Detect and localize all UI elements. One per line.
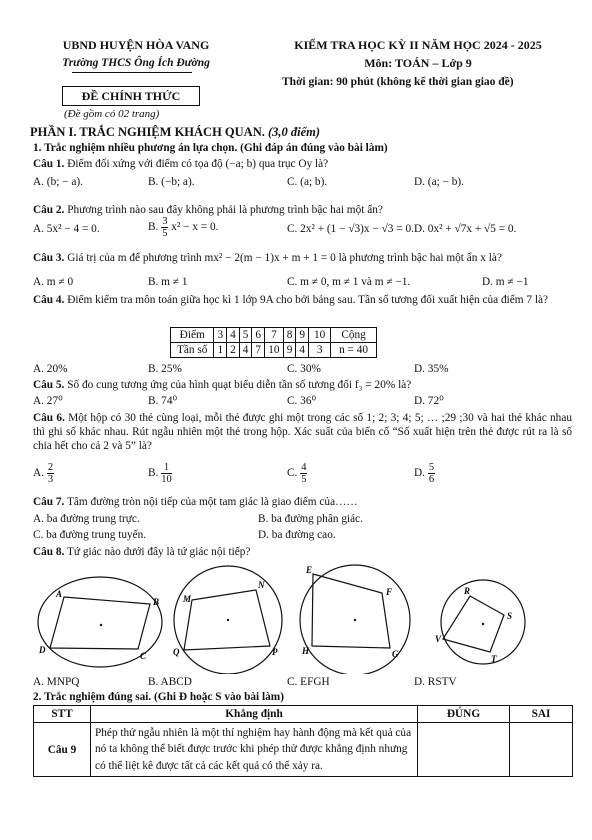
true-answer-cell[interactable] xyxy=(418,723,510,777)
figure-label: T xyxy=(491,654,497,664)
q8-option-a: A. MNPQ xyxy=(33,676,80,688)
true-false-table xyxy=(33,705,573,777)
school-name: Trường THCS Ông Ích Đường xyxy=(62,57,210,69)
section1-title: 1. Trắc nghiệm nhiều phương án lựa chọn. (Ghi đáp án đúng vào bài làm) xyxy=(33,142,388,154)
q1-option-c: C. (a; b). xyxy=(287,176,328,188)
q7-option-c: C. ba đường trung tuyến. xyxy=(33,529,147,541)
section2-title: 2. Trắc nghiệm đúng sai. (Ghi Đ hoặc S vào bài làm) xyxy=(33,691,284,703)
q4-option-c: C. 30% xyxy=(287,363,321,375)
figure-label: S xyxy=(507,611,513,621)
figure-label: M xyxy=(183,594,192,604)
district-name: UBND HUYỆN HÒA VANG xyxy=(62,38,210,52)
figure-label: Q xyxy=(173,647,180,657)
figure-efgh-quadrilateral xyxy=(312,574,393,648)
table-row: Câu 9 Phép thử ngẫu nhiên là một thí nghiệm hay hành động mà kết quả của nó ta không thể biết được trước khi phép thử được khẳng định nhưng có thể liệt kê được tất cả các kết quả có thể xảy ra. xyxy=(34,723,573,777)
q5-option-a: A. 27⁰ xyxy=(33,395,63,407)
question-6: Câu 6. Một hộp có 30 thẻ cùng loại, mỗi thẻ được ghi một trong các số 1; 2; 3; 4; 5; … ;29 ;30 và hai thẻ khác nhau thì ghi số khác nhau. Rút ngẫu nhiên một thẻ trong hộp. Xác suất của biến cố “Số xuất hiện trên thẻ được rút ra là số chia hết cho cả 2 và 5” là? xyxy=(33,412,572,453)
q3-option-a: A. m ≠ 0 xyxy=(33,276,74,288)
q3-option-c: C. m ≠ 0, m ≠ 1 và m ≠ −1. xyxy=(287,276,411,288)
q5-option-d: D. 72⁰ xyxy=(414,395,444,407)
q4-option-b: B. 25% xyxy=(148,363,182,375)
figure-label: D xyxy=(39,645,46,655)
figure-label: C xyxy=(140,651,147,661)
official-label: ĐỀ CHÍNH THỨC xyxy=(62,86,200,106)
header-rule xyxy=(72,72,192,73)
figure-label: H xyxy=(302,646,310,656)
q2-option-b: B. $\frac{3}{5}$ x² − x = 0. xyxy=(148,216,219,240)
q5-option-c: C. 36⁰ xyxy=(287,395,317,407)
q7-option-b: B. ba đường phân giác. xyxy=(258,513,363,525)
figure-rstv-quadrilateral xyxy=(443,596,504,652)
figure-label: B xyxy=(153,597,160,607)
exam-time: Thời gian: 90 phút (không kể thời gian giao đề) xyxy=(282,76,514,88)
q2-option-a: A. 5x² − 4 = 0. xyxy=(33,223,100,235)
q7-option-d: D. ba đường cao. xyxy=(258,529,336,541)
q7-option-a: A. ba đường trung trực. xyxy=(33,513,140,525)
q1-option-a: A. (b; − a). xyxy=(33,176,83,188)
q8-option-b: B. ABCD xyxy=(148,676,192,688)
figure-label: P xyxy=(272,647,278,657)
q6-option-a: A. $\frac{2}{3}$ xyxy=(33,462,54,486)
cyclic-quadrilateral-figures xyxy=(30,562,570,674)
exam-title: KIỂM TRA HỌC KỲ II NĂM HỌC 2024 - 2025 xyxy=(294,38,542,52)
figure-label: G xyxy=(392,649,399,659)
question-7: Câu 7. Tâm đường tròn nội tiếp của một tam giác là giao điểm của…… xyxy=(33,496,358,508)
figure-label: V xyxy=(435,634,442,644)
figure-label: N xyxy=(258,580,265,590)
q8-option-c: C. EFGH xyxy=(287,676,330,688)
q5-option-b: B. 74⁰ xyxy=(148,395,178,407)
subject-line: Môn: TOÁN – Lớp 9 xyxy=(364,56,472,70)
figure-abcd-quadrilateral xyxy=(50,597,150,649)
q3-option-b: B. m ≠ 1 xyxy=(148,276,188,288)
q8-option-d: D. RSTV xyxy=(414,676,457,688)
q2-option-c: C. 2x² + (1 − √3)x − √3 = 0. xyxy=(287,223,414,235)
question-8: Câu 8. Tứ giác nào dưới đây là tứ giác nội tiếp? xyxy=(33,546,251,558)
question-3: Câu 3. Giá trị của m để phương trình mx² − 2(m − 1)x + m + 1 = 0 là phương trình bậc hai một ẩn x là? xyxy=(33,252,502,264)
figure-label: R xyxy=(464,586,471,596)
figure-label: E xyxy=(306,565,313,575)
q1-option-d: D. (a; − b). xyxy=(414,176,464,188)
false-answer-cell[interactable] xyxy=(510,723,573,777)
table-row: STT Khẳng định ĐÚNG SAI xyxy=(34,706,573,723)
q2-option-d: D. 0x² + √7x + √5 = 0. xyxy=(414,223,517,235)
table-row: Điểm 3 4 5 6 7 8 9 10 Cộng xyxy=(171,328,377,343)
table-row: Tần số 1 2 4 7 10 9 4 3 n = 40 xyxy=(171,343,377,358)
question-2: Câu 2. Phương trình nào sau đây không phải là phương trình bậc hai một ẩn? xyxy=(33,204,383,216)
question-5: Câu 5. Số đo cung tương ứng của hình quạt biểu diễn tần số tương đối f₃ = 20% là? xyxy=(33,379,412,391)
frequency-table xyxy=(170,327,377,358)
question-4: Câu 4. Điểm kiểm tra môn toán giữa học kì 1 lớp 9A cho bởi bảng sau. Tần số tương đối xuất hiện của điểm 7 là? xyxy=(33,294,549,306)
pages-note: (Đề gồm có 02 trang) xyxy=(64,108,160,120)
q4-option-a: A. 20% xyxy=(33,363,68,375)
q3-option-d: D. m ≠ −1 xyxy=(482,276,529,288)
q4-option-d: D. 35% xyxy=(414,363,449,375)
q6-option-d: D. $\frac{5}{6}$ xyxy=(414,462,435,486)
figure-label: F xyxy=(386,587,393,597)
figure-label: A xyxy=(56,589,63,599)
question-1: Câu 1. Điểm đối xứng với điểm có tọa độ (−a; b) qua trục Oy là? xyxy=(33,158,329,170)
q6-option-b: B. $\frac{1}{10}$ xyxy=(148,462,172,486)
part1-title: PHẦN I. TRẮC NGHIỆM KHÁCH QUAN. (3,0 điểm) xyxy=(30,125,321,139)
q6-option-c: C. $\frac{4}{5}$ xyxy=(287,462,307,486)
q1-option-b: B. (−b; a). xyxy=(148,176,195,188)
